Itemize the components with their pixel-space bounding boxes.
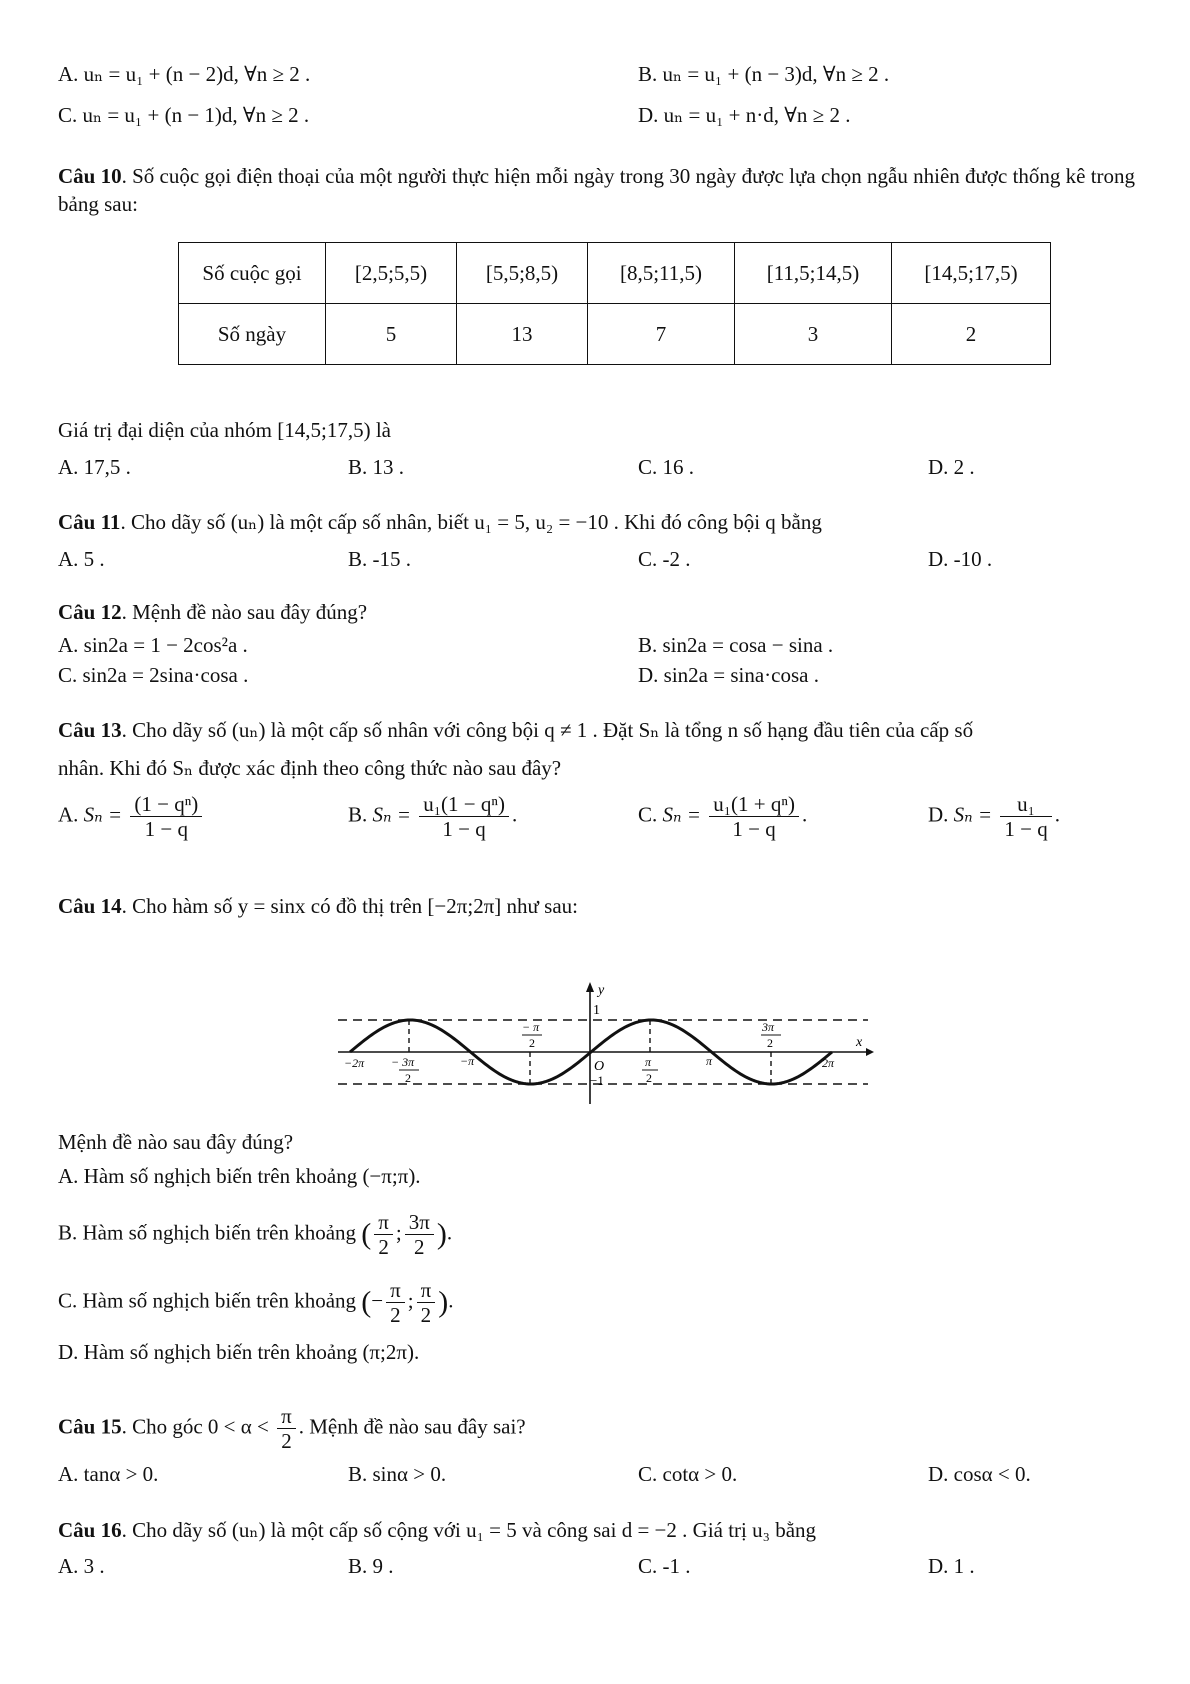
tick-3pi-over-2-num: 3π [762, 1020, 775, 1034]
table-count-cell: 5 [326, 304, 457, 365]
q9-options-row-1 [58, 62, 1138, 94]
q16-option-d[interactable]: D. 1 . [928, 1554, 975, 1578]
q11-option-b[interactable]: B. -15 . [348, 547, 411, 571]
q11-stem [58, 508, 1138, 536]
q15-options [58, 1462, 1138, 1494]
table-count-cell: 7 [588, 304, 735, 365]
q10-option-a[interactable]: A. 17,5 . [58, 455, 131, 479]
q9-option-a[interactable]: A. uₙ = u₁ + (n − 2)d, ∀n ≥ 2 . [58, 62, 311, 86]
table-group-cell: [8,5;11,5) [588, 243, 735, 304]
q10-frequency-table [178, 242, 1051, 365]
q11-number: Câu 11 [58, 510, 121, 534]
q13-option-a[interactable] [58, 792, 205, 841]
y-axis-arrow [586, 982, 594, 992]
table-group-cell: [14,5;17,5) [892, 243, 1051, 304]
q12-options-row-1 [58, 633, 1138, 665]
sine-graph [336, 980, 876, 1108]
q12-number: Câu 12 [58, 600, 122, 624]
formula-lhs: Sₙ = [953, 802, 993, 827]
q16-option-b[interactable]: B. 9 . [348, 1554, 394, 1578]
q13-text-1: . Cho dãy số (uₙ) là một cấp số nhân với công bội q ≠ 1 . Đặt Sₙ là tổng n số hạng đầu tiên của cấp số [121, 718, 974, 742]
formula-fraction: $\frac{\text{u₁(1 + qⁿ)}}{1 - q}$ [709, 792, 799, 841]
q14-option-b[interactable]: B. Hàm số nghịch biến trên khoảng ( $\frac{\pi}{2}$ ; $\frac{3\pi}{2}$ ). [58, 1210, 453, 1259]
tick-pi-over-2-num: π [645, 1055, 652, 1069]
q12-options-row-2 [58, 663, 1138, 695]
q12-option-d[interactable]: D. sin2a = sina·cosa . [638, 663, 819, 687]
q13-option-d[interactable]: D. Sₙ = $\frac{\text{u₁}}{1 - q}$ . [928, 792, 1060, 841]
q16-option-c[interactable]: C. -1 . [638, 1554, 691, 1578]
tick-minus-3pi-over-2-den: 2 [405, 1071, 411, 1085]
q10-text: . Số cuộc gọi điện thoại của một người thực hiện mỗi ngày trong 30 ngày được lựa chọn ngẫu nhiên được thống kê trong bảng sau: [58, 164, 1136, 216]
origin-label: O [594, 1059, 605, 1074]
q13-number: Câu 13 [58, 718, 122, 742]
formula-fraction: $\frac{\pi}{2}$ [277, 1404, 296, 1453]
q12-stem [58, 598, 1138, 626]
tick-minus-2pi-label: −2π [344, 1056, 365, 1070]
q13-option-b[interactable]: B. Sₙ = $\frac{\text{u₁(1 − qⁿ)}}{1 - q}$ . [348, 792, 518, 841]
q15-number: Câu 15 [58, 1414, 122, 1439]
q10-option-b[interactable]: B. 13 . [348, 455, 405, 479]
q14-option-c[interactable]: C. Hàm số nghịch biến trên khoảng (− $\frac{\pi}{2}$ ; $\frac{\pi}{2}$ ). [58, 1278, 454, 1327]
q12-option-a[interactable]: A. sin2a = 1 − 2cos²a . [58, 633, 248, 657]
q13-stem-1 [58, 716, 1138, 744]
formula-fraction: $\frac{\pi}{2}$ [374, 1210, 393, 1259]
tick-minus-one-label: −1 [590, 1073, 604, 1088]
formula-lhs: Sₙ = [372, 802, 411, 827]
tick-minus-3pi-over-2-num: − 3π [391, 1055, 415, 1069]
q15-option-a[interactable]: A. tanα > 0. [58, 1462, 159, 1486]
q10-options [58, 455, 1138, 487]
formula-fraction: $\frac{\text{u₁(1 − qⁿ)}}{1 - q}$ [419, 792, 509, 841]
table-row [179, 243, 1051, 304]
q16-option-a[interactable]: A. 3 . [58, 1554, 105, 1578]
q10-option-c[interactable]: C. 16 . [638, 455, 695, 479]
q14-text: . Cho hàm số y = sinx có đồ thị trên [−2π;2π] như sau: [121, 894, 579, 918]
tick-minus-pi-over-2-den: 2 [529, 1036, 535, 1050]
q16-options [58, 1554, 1138, 1586]
option-label: A. [58, 802, 79, 827]
q12-option-c[interactable]: C. sin2a = 2sina·cosa . [58, 663, 249, 687]
formula-fraction: $\frac{\pi}{2}$ [417, 1278, 436, 1327]
q10-number: Câu 10 [58, 164, 122, 188]
option-label: B. [348, 802, 368, 827]
tick-2pi-label: 2π [822, 1056, 835, 1070]
option-label: D. [928, 802, 949, 827]
q9-option-d[interactable]: D. uₙ = u₁ + n·d, ∀n ≥ 2 . [638, 103, 851, 127]
tick-pi-over-2-den: 2 [646, 1071, 652, 1085]
q15-option-b[interactable]: B. sinα > 0. [348, 1462, 447, 1486]
x-axis-arrow [866, 1048, 874, 1056]
q11-option-a[interactable]: A. 5 . [58, 547, 105, 571]
q15-stem: Câu 15. Cho góc 0 < α < $\frac{\pi}{2}$ . Mệnh đề nào sau đây sai? [58, 1404, 526, 1453]
q16-number: Câu 16 [58, 1518, 122, 1542]
q11-text: . Cho dãy số (uₙ) là một cấp số nhân, biết u₁ = 5, u₂ = −10 . Khi đó công bội q bằng [120, 510, 822, 534]
x-axis-label: x [856, 1035, 863, 1050]
q14-option-d[interactable]: D. Hàm số nghịch biến trên khoảng (π;2π). [58, 1340, 420, 1364]
q12-option-b[interactable]: B. sin2a = cosa − sina . [638, 633, 834, 657]
q14-option-a[interactable]: A. Hàm số nghịch biến trên khoảng (−π;π). [58, 1164, 421, 1188]
q9-option-b[interactable]: B. uₙ = u₁ + (n − 3)d, ∀n ≥ 2 . [638, 62, 890, 86]
q15-option-c[interactable]: C. cotα > 0. [638, 1462, 738, 1486]
table-header-cell: Số cuộc gọi [179, 243, 326, 304]
q13-option-c[interactable]: C. Sₙ = $\frac{\text{u₁(1 + qⁿ)}}{1 - q}$ . [638, 792, 808, 841]
q13-options [58, 792, 1138, 862]
formula-fraction: $\frac{\text{u₁}}{1 - q}$ [1000, 792, 1051, 841]
q14-question: Mệnh đề nào sau đây đúng? [58, 1130, 294, 1154]
q15-option-d[interactable]: D. cosα < 0. [928, 1462, 1031, 1486]
q14-number: Câu 14 [58, 894, 122, 918]
table-count-cell: 2 [892, 304, 1051, 365]
q16-text: . Cho dãy số (uₙ) là một cấp số cộng với u₁ = 5 và công sai d = −2 . Giá trị u₃ bằng [121, 1518, 817, 1542]
table-group-cell: [2,5;5,5) [326, 243, 457, 304]
table-count-cell: 3 [735, 304, 892, 365]
q12-text: . Mệnh đề nào sau đây đúng? [121, 600, 368, 624]
formula-fraction: $\frac{\pi}{2}$ [386, 1278, 405, 1327]
q10-option-d[interactable]: D. 2 . [928, 455, 975, 479]
tick-minus-pi-over-2-num: − π [522, 1020, 540, 1034]
q9-options-row-2 [58, 103, 1138, 135]
q10-stem [58, 162, 1138, 218]
y-axis-label: y [598, 983, 605, 998]
q14-stem [58, 892, 1138, 920]
formula-fraction: $\frac{3\pi}{2}$ [405, 1210, 434, 1259]
q11-option-d[interactable]: D. -10 . [928, 547, 993, 571]
tick-3pi-over-2-den: 2 [767, 1036, 773, 1050]
table-row [179, 304, 1051, 365]
table-group-cell: [11,5;14,5) [735, 243, 892, 304]
formula-lhs: Sₙ = [83, 802, 123, 827]
q9-option-c[interactable]: C. uₙ = u₁ + (n − 1)d, ∀n ≥ 2 . [58, 103, 310, 127]
q11-option-c[interactable]: C. -2 . [638, 547, 691, 571]
q13-stem-2: nhân. Khi đó Sₙ được xác định theo công thức nào sau đây? [58, 756, 562, 780]
q11-options [58, 547, 1138, 579]
table-group-cell: [5,5;8,5) [457, 243, 588, 304]
q10-question: Giá trị đại diện của nhóm [14,5;17,5) là [58, 418, 391, 442]
table-row-label: Số ngày [179, 304, 326, 365]
formula-fraction: $\frac{\text{(1 − qⁿ)}}{1 - q}$ [130, 792, 202, 841]
tick-pi-label: π [706, 1054, 713, 1068]
formula-lhs: Sₙ = [662, 802, 701, 827]
tick-minus-pi-label: −π [460, 1054, 475, 1068]
option-label: C. [638, 802, 658, 827]
tick-one-label: 1 [593, 1003, 600, 1018]
q16-stem [58, 1516, 1138, 1544]
table-count-cell: 13 [457, 304, 588, 365]
